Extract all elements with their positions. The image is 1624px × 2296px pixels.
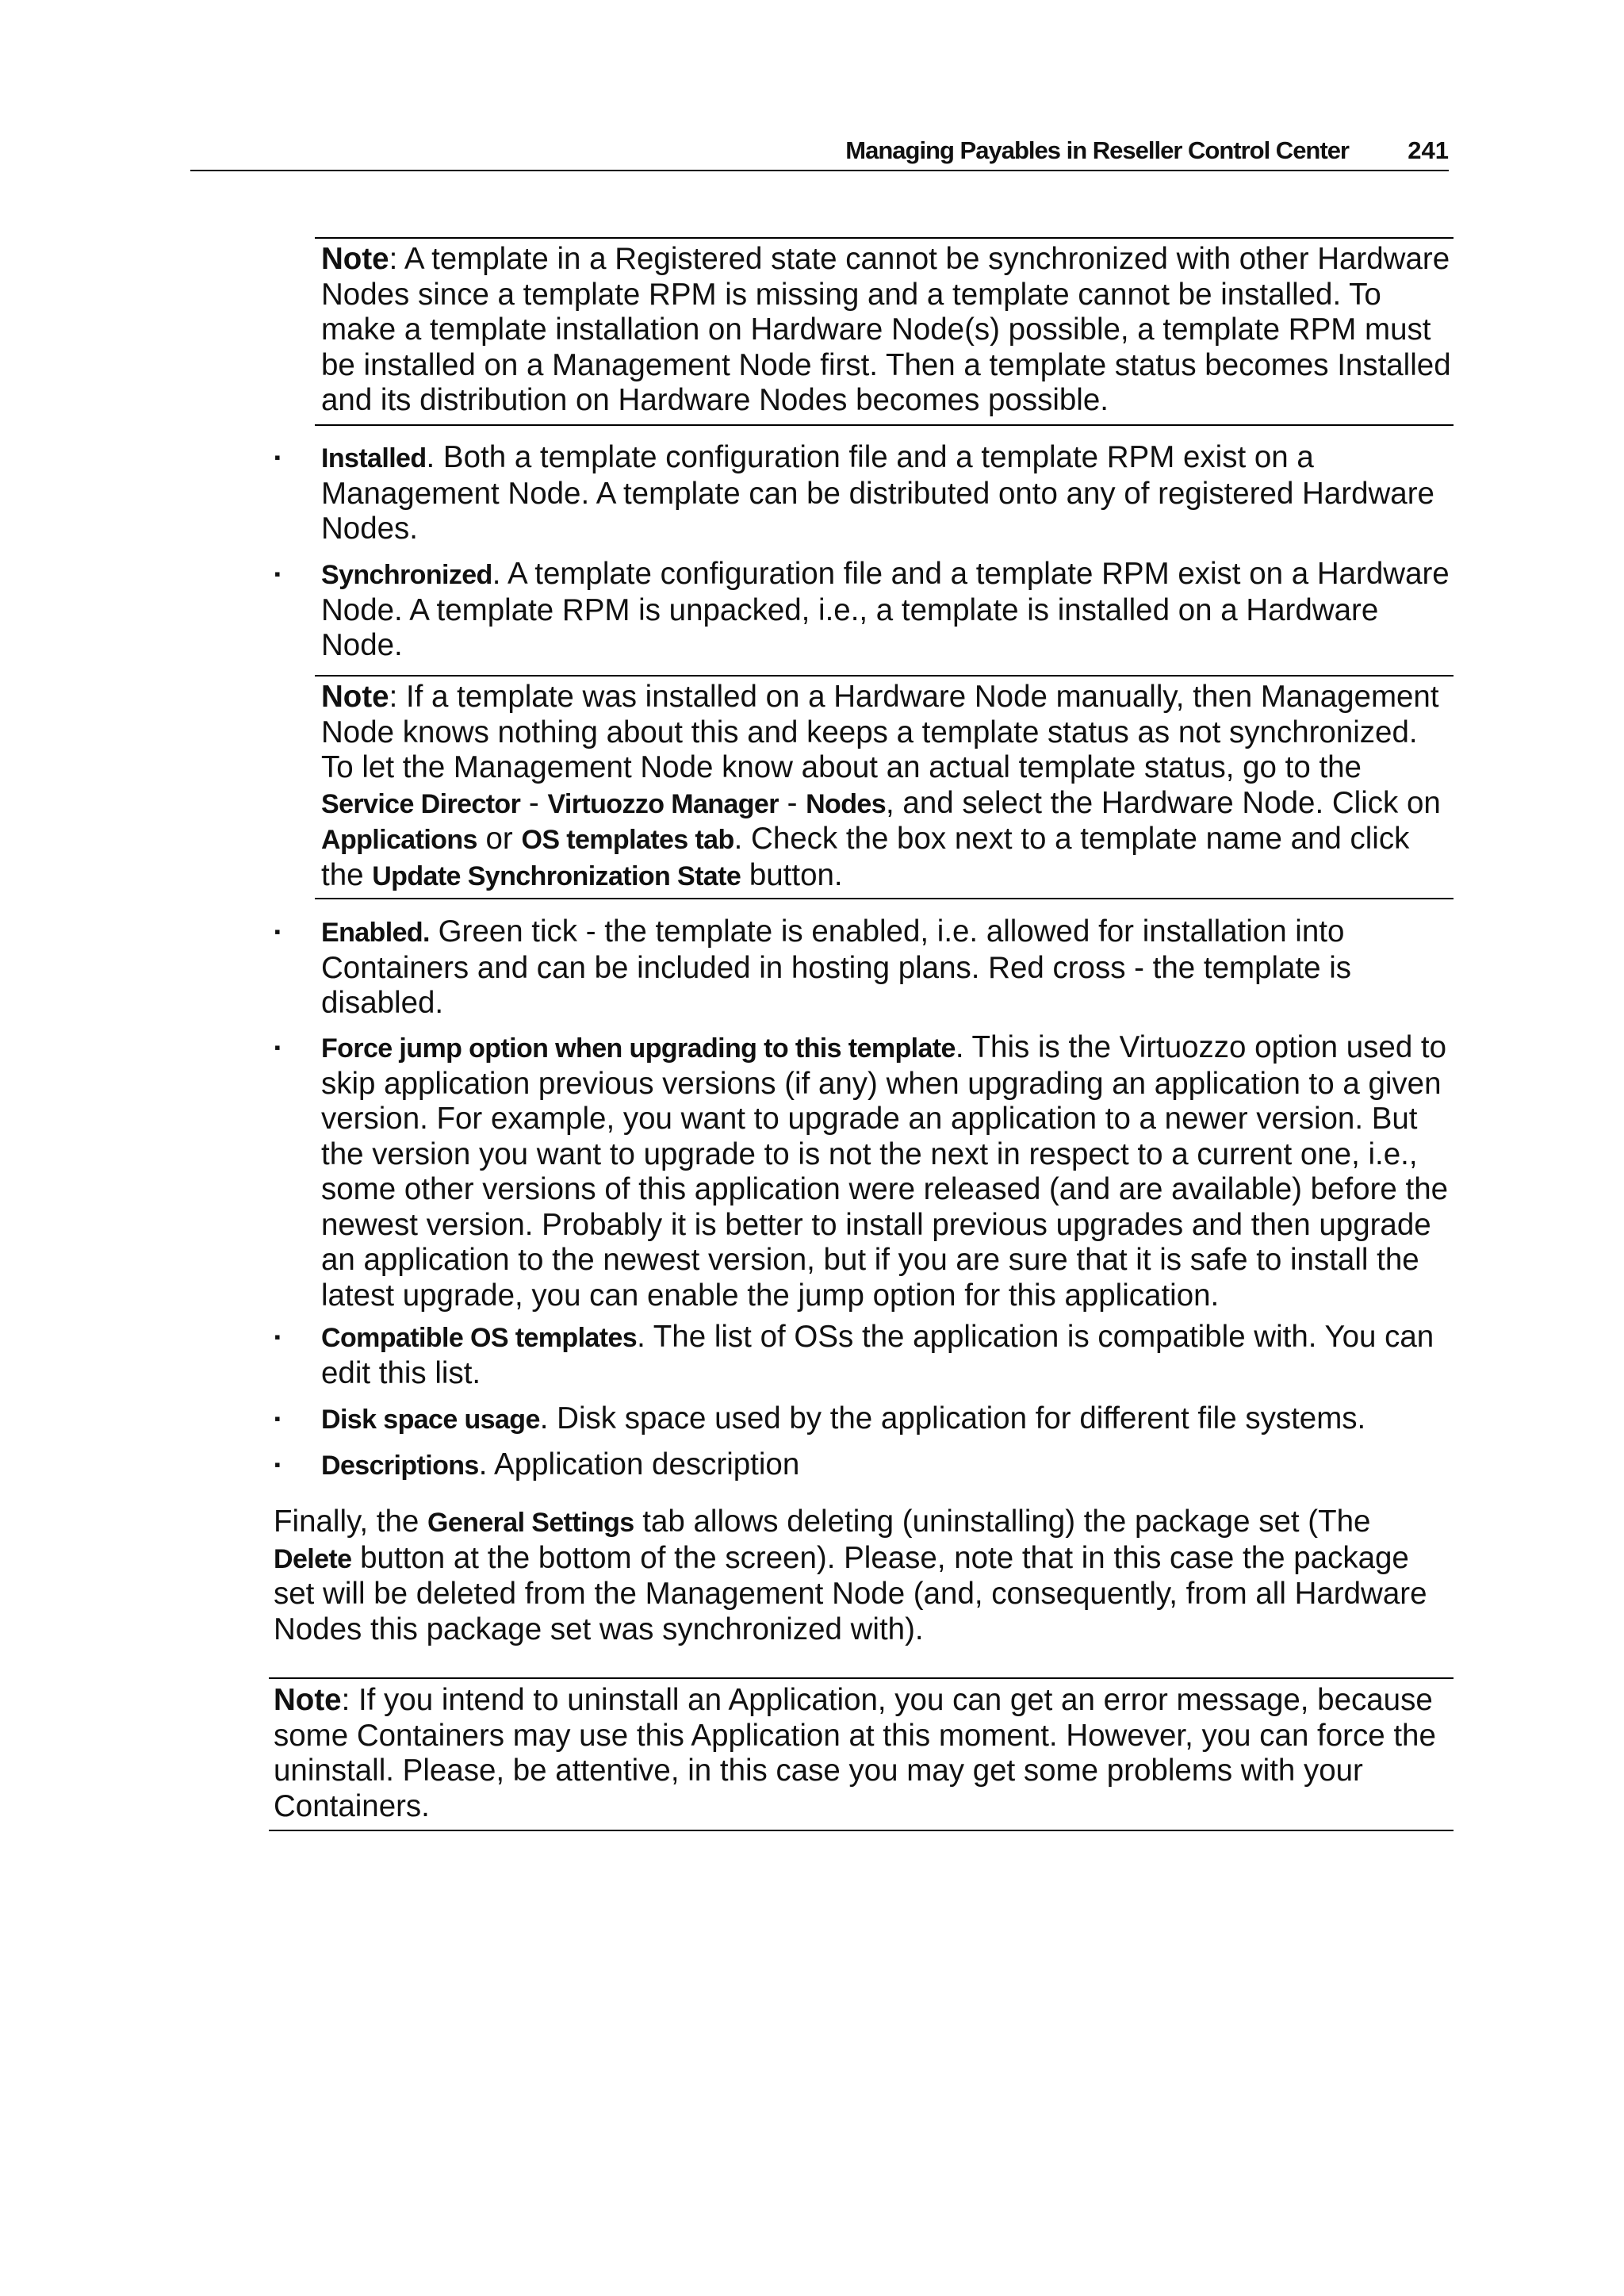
paragraph-text: button at the bottom of the screen). Please, note that in this case the package set will be deleted from the Management Node (and, consequently, from all Hardware Nodes this package set was synchronized with). [274, 1540, 1427, 1646]
item-text: . Application description [478, 1447, 800, 1481]
term-force-jump: Force jump option when upgrading to this template [321, 1033, 956, 1064]
list-item-disk-space [274, 1401, 1451, 1438]
item-text: . The list of OSs the application is compatible with. You can edit this list. [321, 1320, 1434, 1390]
list-item-force-jump [274, 1030, 1451, 1313]
note-text: , and select the Hardware Node. Click on [886, 785, 1441, 820]
paragraph-text: tab allows deleting (uninstalling) the package set (The [634, 1504, 1371, 1539]
term-synchronized: Synchronized [321, 560, 492, 590]
paragraph-text: Finally, the [274, 1504, 428, 1539]
bullet-icon: ▪ [274, 1327, 281, 1347]
term-installed: Installed [321, 443, 427, 473]
note-text: . Check the box next to a template name and click the [321, 822, 1410, 892]
page-number: 241 [1408, 136, 1449, 164]
term-virtuozzo-manager: Virtuozzo Manager [547, 788, 779, 819]
list-item-compatible-os [274, 1320, 1451, 1391]
term-descriptions: Descriptions [321, 1451, 479, 1481]
term-applications: Applications [321, 825, 477, 855]
bullet-icon: ▪ [274, 922, 281, 941]
bullet-icon: ▪ [274, 1409, 281, 1428]
bullet-icon: ▪ [274, 1037, 281, 1057]
item-text: . A template configuration file and a template RPM exist on a Hardware Node. A template RPM is unpacked, i.e., a template is installed on a Hardware Node. [321, 557, 1450, 662]
item-text: . Both a template configuration file and a template RPM exist on a Management Node. A template can be distributed onto any of registered Hardware Nodes. [321, 440, 1434, 546]
note-text: : If a template was installed on a Hardware Node manually, then Management Node knows nothing about this and keeps a template status as not synchronized. To let the Management Node know about an actual template status, go to the [321, 680, 1439, 784]
note-uninstall [269, 1677, 1454, 1831]
bullet-icon: ▪ [274, 564, 281, 584]
running-head-title: Managing Payables in Reseller Control Center [845, 136, 1349, 164]
note-text: : If you intend to uninstall an Application, you can get an error message, because some Containers may use this Application at this moment. However, you can force the uninstall. Please, be attentive, in this case you may get some problems with your Containers. [274, 1683, 1436, 1823]
term-nodes: Nodes [806, 788, 887, 819]
term-update-sync-state: Update Synchronization State [372, 861, 741, 891]
note-text: button. [741, 857, 843, 892]
term-compatible-os: Compatible OS templates [321, 1323, 638, 1353]
note-registered [315, 237, 1454, 426]
separator: - [520, 785, 548, 820]
paragraph-finally [274, 1504, 1451, 1647]
note-manual-install [315, 675, 1454, 899]
term-service-director: Service Director [321, 788, 521, 819]
item-text: . This is the Virtuozzo option used to skip application previous versions (if any) when upgrading an application to a given version. For example, you want to upgrade an application to a newer version. But the version you want to upgrade to is not the next in respect to a current one, i.e., some other versions of this application were released (and are available) before the newest version. Probably it is better to install previous upgrades and then upgrade an application to the newest version, but if you are sure that it is safe to install the latest upgrade, you can enable the jump option for this application. [321, 1030, 1449, 1313]
note-label: Note [321, 680, 389, 714]
note-text: : A template in a Registered state cannot be synchronized with other Hardware Nodes since a template RPM is missing and a template cannot be installed. To make a template installation on Hardware Node(s) possible, a template RPM must be installed on a Management Node first. Then a template status becomes Installed and its distribution on Hardware Nodes becomes possible. [321, 242, 1451, 417]
page-header [190, 132, 1449, 171]
note-label: Note [274, 1683, 342, 1717]
list-item-descriptions [274, 1447, 1451, 1484]
term-delete: Delete [274, 1543, 352, 1574]
term-os-templates-tab: OS templates tab [521, 825, 734, 855]
term-enabled: Enabled. [321, 918, 430, 948]
list-item-enabled [274, 914, 1451, 1022]
item-text: . Disk space used by the application for different file systems. [539, 1401, 1366, 1435]
bullet-icon: ▪ [274, 1455, 281, 1474]
list-item-installed [274, 440, 1451, 547]
bullet-icon: ▪ [274, 447, 281, 467]
note-label: Note [321, 242, 389, 276]
term-disk-space: Disk space usage [321, 1405, 540, 1435]
note-text: or [477, 822, 522, 856]
separator: - [778, 785, 806, 820]
item-text: Green tick - the template is enabled, i.e. allowed for installation into Containers and can be included in hosting plans. Red cross - the template is disabled. [321, 914, 1352, 1020]
term-general-settings: General Settings [427, 1508, 634, 1538]
list-item-synchronized [274, 557, 1451, 664]
